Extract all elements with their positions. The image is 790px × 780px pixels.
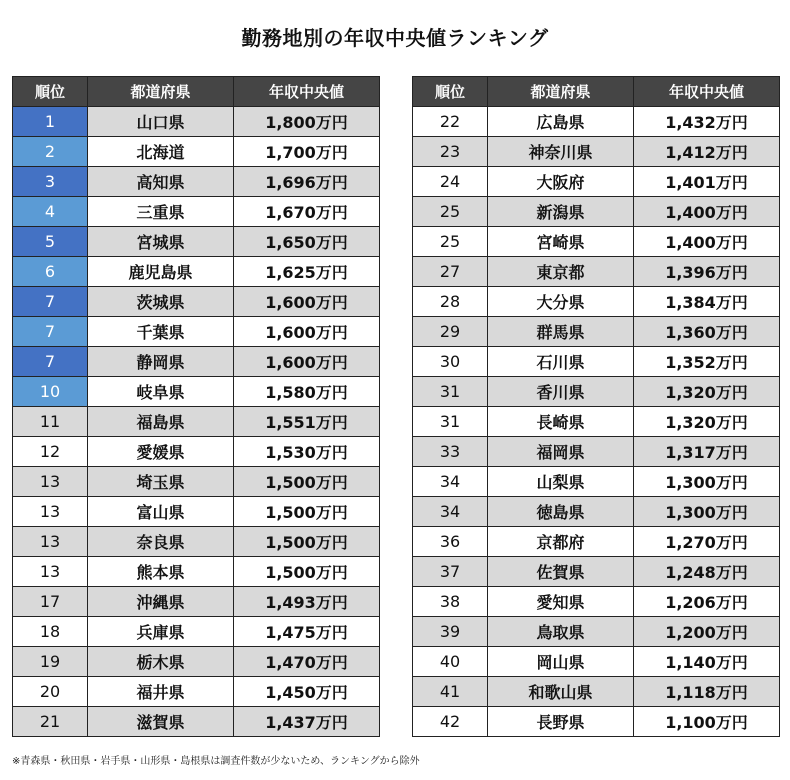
prefecture-cell: 長野県	[488, 707, 634, 737]
prefecture-cell: 新潟県	[488, 197, 634, 227]
table-row	[413, 287, 780, 317]
median-income-cell: 1,384万円	[634, 287, 780, 317]
rank-cell: 3	[13, 167, 88, 197]
median-income-cell: 1,500万円	[234, 557, 380, 587]
rank-cell: 28	[413, 287, 488, 317]
rank-cell: 2	[13, 137, 88, 167]
rank-cell: 18	[13, 617, 88, 647]
rank-cell: 24	[413, 167, 488, 197]
prefecture-cell: 山口県	[88, 107, 234, 137]
median-income-cell: 1,140万円	[634, 647, 780, 677]
prefecture-cell: 千葉県	[88, 317, 234, 347]
median-income-cell: 1,400万円	[634, 197, 780, 227]
prefecture-cell: 静岡県	[88, 347, 234, 377]
ranking-table-right	[412, 76, 780, 737]
median-income-cell: 1,401万円	[634, 167, 780, 197]
table-row	[13, 167, 380, 197]
median-income-cell: 1,650万円	[234, 227, 380, 257]
prefecture-cell: 山梨県	[488, 467, 634, 497]
median-income-cell: 1,500万円	[234, 527, 380, 557]
prefecture-cell: 鳥取県	[488, 617, 634, 647]
rank-cell: 42	[413, 707, 488, 737]
rank-cell: 34	[413, 467, 488, 497]
median-income-cell: 1,320万円	[634, 377, 780, 407]
median-income-cell: 1,493万円	[234, 587, 380, 617]
prefecture-cell: 北海道	[88, 137, 234, 167]
prefecture-cell: 東京都	[488, 257, 634, 287]
prefecture-cell: 三重県	[88, 197, 234, 227]
rank-cell: 27	[413, 257, 488, 287]
table-row	[413, 167, 780, 197]
median-income-cell: 1,470万円	[234, 647, 380, 677]
median-income-cell: 1,300万円	[634, 467, 780, 497]
column-header-rank: 順位	[413, 77, 488, 107]
median-income-cell: 1,432万円	[634, 107, 780, 137]
prefecture-cell: 愛媛県	[88, 437, 234, 467]
table-row	[13, 557, 380, 587]
median-income-cell: 1,360万円	[634, 317, 780, 347]
rank-cell: 40	[413, 647, 488, 677]
median-income-cell: 1,670万円	[234, 197, 380, 227]
rank-cell: 13	[13, 497, 88, 527]
rank-cell: 22	[413, 107, 488, 137]
rank-cell: 39	[413, 617, 488, 647]
rank-cell: 13	[13, 557, 88, 587]
table-row	[13, 287, 380, 317]
table-row	[13, 347, 380, 377]
median-income-cell: 1,320万円	[634, 407, 780, 437]
median-income-cell: 1,437万円	[234, 707, 380, 737]
table-header-row	[13, 77, 380, 107]
prefecture-cell: 沖縄県	[88, 587, 234, 617]
median-income-cell: 1,352万円	[634, 347, 780, 377]
rank-cell: 25	[413, 227, 488, 257]
prefecture-cell: 埼玉県	[88, 467, 234, 497]
prefecture-cell: 香川県	[488, 377, 634, 407]
prefecture-cell: 奈良県	[88, 527, 234, 557]
median-income-cell: 1,625万円	[234, 257, 380, 287]
median-income-cell: 1,450万円	[234, 677, 380, 707]
table-row	[413, 197, 780, 227]
table-row	[413, 467, 780, 497]
table-row	[13, 317, 380, 347]
table-row	[13, 647, 380, 677]
table-row	[13, 107, 380, 137]
prefecture-cell: 福井県	[88, 677, 234, 707]
median-income-cell: 1,500万円	[234, 497, 380, 527]
table-row	[13, 467, 380, 497]
table-row	[413, 677, 780, 707]
rank-cell: 41	[413, 677, 488, 707]
footnote: ※青森県・秋田県・岩手県・山形県・島根県は調査件数が少ないため、ランキングから除外	[12, 756, 420, 767]
table-row	[413, 257, 780, 287]
column-header-prefecture: 都道府県	[488, 77, 634, 107]
rank-cell: 38	[413, 587, 488, 617]
prefecture-cell: 富山県	[88, 497, 234, 527]
prefecture-cell: 熊本県	[88, 557, 234, 587]
prefecture-cell: 鹿児島県	[88, 257, 234, 287]
table-row	[413, 377, 780, 407]
median-income-cell: 1,800万円	[234, 107, 380, 137]
column-header-rank: 順位	[13, 77, 88, 107]
table-row	[413, 137, 780, 167]
prefecture-cell: 愛知県	[488, 587, 634, 617]
rank-cell: 19	[13, 647, 88, 677]
prefecture-cell: 佐賀県	[488, 557, 634, 587]
prefecture-cell: 大分県	[488, 287, 634, 317]
median-income-cell: 1,600万円	[234, 347, 380, 377]
table-row	[13, 197, 380, 227]
prefecture-cell: 岐阜県	[88, 377, 234, 407]
prefecture-cell: 栃木県	[88, 647, 234, 677]
table-row	[413, 587, 780, 617]
prefecture-cell: 徳島県	[488, 497, 634, 527]
table-row	[13, 497, 380, 527]
median-income-cell: 1,475万円	[234, 617, 380, 647]
table-row	[13, 227, 380, 257]
median-income-cell: 1,530万円	[234, 437, 380, 467]
table-row	[13, 407, 380, 437]
prefecture-cell: 群馬県	[488, 317, 634, 347]
rank-cell: 37	[413, 557, 488, 587]
table-row	[413, 647, 780, 677]
prefecture-cell: 和歌山県	[488, 677, 634, 707]
median-income-cell: 1,412万円	[634, 137, 780, 167]
table-row	[413, 527, 780, 557]
rank-cell: 29	[413, 317, 488, 347]
rank-cell: 6	[13, 257, 88, 287]
column-header-median-income: 年収中央値	[634, 77, 780, 107]
rank-cell: 1	[13, 107, 88, 137]
rank-cell: 36	[413, 527, 488, 557]
rank-cell: 13	[13, 527, 88, 557]
prefecture-cell: 宮崎県	[488, 227, 634, 257]
table-row	[13, 617, 380, 647]
median-income-cell: 1,100万円	[634, 707, 780, 737]
rank-cell: 25	[413, 197, 488, 227]
rank-cell: 5	[13, 227, 88, 257]
ranking-table-left	[12, 76, 380, 737]
median-income-cell: 1,118万円	[634, 677, 780, 707]
rank-cell: 30	[413, 347, 488, 377]
table-row	[413, 437, 780, 467]
column-header-prefecture: 都道府県	[88, 77, 234, 107]
table-row	[413, 497, 780, 527]
rank-cell: 4	[13, 197, 88, 227]
prefecture-cell: 岡山県	[488, 647, 634, 677]
rank-cell: 31	[413, 407, 488, 437]
prefecture-cell: 京都府	[488, 527, 634, 557]
rank-cell: 11	[13, 407, 88, 437]
table-row	[13, 587, 380, 617]
table-row	[413, 407, 780, 437]
median-income-cell: 1,300万円	[634, 497, 780, 527]
median-income-cell: 1,396万円	[634, 257, 780, 287]
rank-cell: 33	[413, 437, 488, 467]
median-income-cell: 1,317万円	[634, 437, 780, 467]
table-row	[13, 677, 380, 707]
prefecture-cell: 広島県	[488, 107, 634, 137]
table-row	[413, 347, 780, 377]
median-income-cell: 1,400万円	[634, 227, 780, 257]
prefecture-cell: 石川県	[488, 347, 634, 377]
prefecture-cell: 高知県	[88, 167, 234, 197]
table-row	[413, 107, 780, 137]
rank-cell: 20	[13, 677, 88, 707]
rank-cell: 17	[13, 587, 88, 617]
prefecture-cell: 滋賀県	[88, 707, 234, 737]
table-row	[13, 137, 380, 167]
rank-cell: 21	[13, 707, 88, 737]
rank-cell: 13	[13, 467, 88, 497]
table-row	[413, 557, 780, 587]
table-row	[13, 377, 380, 407]
prefecture-cell: 大阪府	[488, 167, 634, 197]
prefecture-cell: 福島県	[88, 407, 234, 437]
rank-cell: 31	[413, 377, 488, 407]
rank-cell: 7	[13, 317, 88, 347]
table-row	[413, 707, 780, 737]
table-header-row	[413, 77, 780, 107]
median-income-cell: 1,600万円	[234, 287, 380, 317]
median-income-cell: 1,600万円	[234, 317, 380, 347]
median-income-cell: 1,696万円	[234, 167, 380, 197]
median-income-cell: 1,500万円	[234, 467, 380, 497]
rank-cell: 34	[413, 497, 488, 527]
table-row	[13, 707, 380, 737]
table-row	[13, 527, 380, 557]
table-row	[413, 317, 780, 347]
median-income-cell: 1,580万円	[234, 377, 380, 407]
prefecture-cell: 宮城県	[88, 227, 234, 257]
median-income-cell: 1,206万円	[634, 587, 780, 617]
rank-cell: 12	[13, 437, 88, 467]
prefecture-cell: 福岡県	[488, 437, 634, 467]
table-row	[413, 227, 780, 257]
rank-cell: 23	[413, 137, 488, 167]
table-row	[13, 257, 380, 287]
rank-cell: 10	[13, 377, 88, 407]
rank-cell: 7	[13, 347, 88, 377]
table-row	[13, 437, 380, 467]
chart-title: 勤務地別の年収中央値ランキング	[241, 26, 549, 50]
prefecture-cell: 茨城県	[88, 287, 234, 317]
median-income-cell: 1,248万円	[634, 557, 780, 587]
median-income-cell: 1,270万円	[634, 527, 780, 557]
prefecture-cell: 神奈川県	[488, 137, 634, 167]
median-income-cell: 1,200万円	[634, 617, 780, 647]
prefecture-cell: 兵庫県	[88, 617, 234, 647]
column-header-median-income: 年収中央値	[234, 77, 380, 107]
median-income-cell: 1,700万円	[234, 137, 380, 167]
median-income-cell: 1,551万円	[234, 407, 380, 437]
rank-cell: 7	[13, 287, 88, 317]
prefecture-cell: 長崎県	[488, 407, 634, 437]
table-row	[413, 617, 780, 647]
